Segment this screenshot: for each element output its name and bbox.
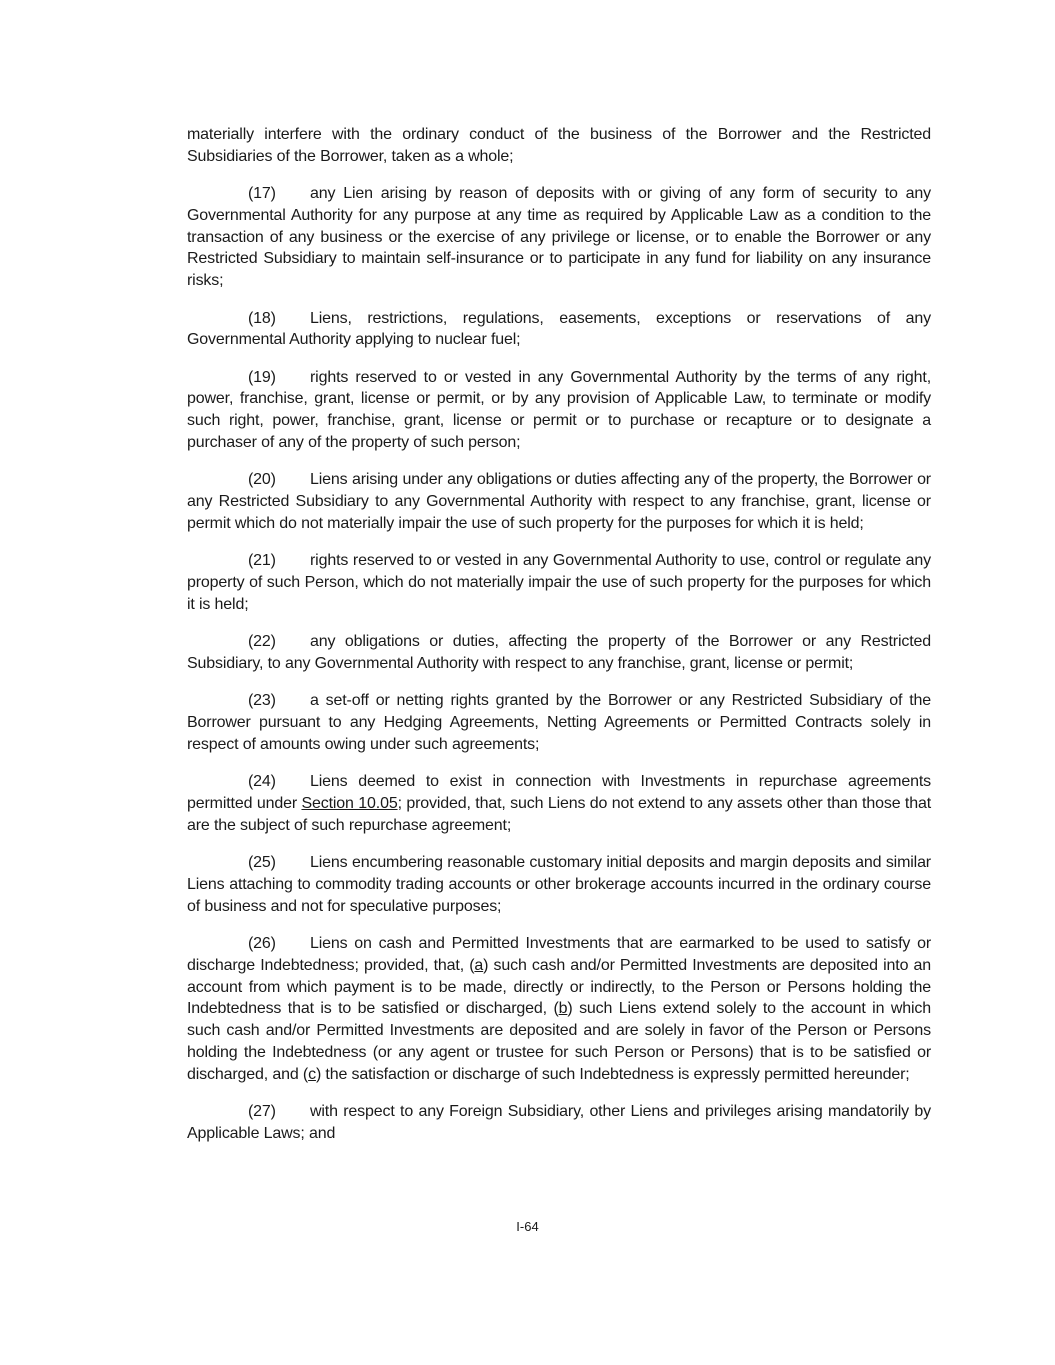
paragraph-text: Liens deemed to exist in connection with Investments in repurchase agreements permitted under	[187, 773, 931, 812]
paragraph-text: rights reserved to or vested in any Governmental Authority by the terms of any right, power, franchise, grant, license or permit, or by any provision of Applicable Law, to terminate or modify such right, power, franchise, grant, license or permit or to purchase or recapture or to designate a purchaser of any of the property of such person;	[187, 368, 931, 452]
paragraph-27	[187, 1101, 931, 1145]
page-number: I-64	[516, 1219, 539, 1234]
paragraph-number: (25)	[248, 854, 276, 872]
paragraph-22	[187, 631, 931, 675]
paragraph-number: (17)	[248, 185, 276, 203]
paragraph-text: a set-off or netting rights granted by the Borrower or any Restricted Subsidiary of the Borrower pursuant to any Hedging Agreements, Netting Agreements or Permitted Contracts solely in respect of amounts owing under such agreements;	[187, 692, 931, 753]
paragraph-text: materially interfere with the ordinary conduct of the business of the Borrower and the Restricted Subsidiaries of the Borrower, taken as a whole;	[187, 126, 931, 165]
paragraph-number: (23)	[248, 692, 276, 710]
clause-marker-b: b	[558, 1000, 568, 1018]
paragraph-24	[187, 771, 931, 836]
paragraph-21	[187, 550, 931, 615]
paragraph-number: (24)	[248, 773, 276, 791]
paragraph-text: ) such cash and/or Permitted Investments are deposited into an account from which payment is to be made, directly or indirectly, to the Person or Persons holding the Indebtedness that is to be satisfied or discharged, (	[187, 956, 932, 1018]
paragraph-number: (19)	[248, 368, 276, 386]
paragraph-16-continued	[187, 124, 931, 168]
paragraph-23	[187, 690, 931, 755]
paragraph-text: ; provided, that, such Liens do not extend to any assets other than those that are the subject of such repurchase agreement;	[187, 794, 932, 834]
paragraph-number: (26)	[248, 934, 276, 952]
clause-marker-c: c	[308, 1065, 316, 1083]
paragraph-number: (18)	[248, 309, 276, 327]
paragraph-text: Liens, restrictions, regulations, easements, exceptions or reservations of any Governmental Authority applying to nuclear fuel;	[187, 309, 931, 349]
paragraph-25	[187, 852, 931, 917]
paragraph-number: (22)	[248, 633, 276, 651]
paragraph-text: ) such Liens extend solely to the account in which such cash and/or Permitted Investments are deposited and are solely in favor of the Person or Persons holding the Indebtedness (or any agent or trustee for such Person or Persons) that is to be satisfied or discharged, and (	[187, 1000, 931, 1083]
paragraph-number: (20)	[248, 471, 276, 489]
paragraph-text: rights reserved to or vested in any Governmental Authority to use, control or regulate any property of such Person, which do not materially impair the use of such property for the purposes for which it is held;	[187, 552, 931, 613]
section-reference: Section 10.05	[301, 794, 398, 812]
paragraph-18	[187, 308, 931, 352]
paragraph-20	[187, 469, 931, 534]
paragraph-text: any obligations or duties, affecting the property of the Borrower or any Restricted Subsidiary, to any Governmental Authority with respect to any franchise, grant, license or permit;	[187, 633, 931, 672]
paragraph-text: ) the satisfaction or discharge of such Indebtedness is expressly permitted hereunder;	[315, 1065, 910, 1083]
paragraph-19	[187, 367, 931, 454]
paragraph-text: Liens on cash and Permitted Investments that are earmarked to be used to satisfy or discharge Indebtedness; provided, that, (	[187, 934, 931, 974]
paragraph-number: (21)	[248, 552, 276, 570]
clause-marker-a: a	[474, 956, 484, 974]
paragraph-text: Liens arising under any obligations or duties affecting any of the property, the Borrower or any Restricted Subsidiary to any Governmental Authority with respect to any franchise, grant, license or permit which do not materially impair the use of such property for the purposes for which it is held;	[187, 471, 931, 532]
paragraph-number: (27)	[248, 1102, 276, 1120]
paragraph-26	[187, 933, 931, 1086]
document-body	[187, 124, 931, 1160]
paragraph-text: with respect to any Foreign Subsidiary, other Liens and privileges arising mandatorily by Applicable Laws; and	[187, 1102, 931, 1142]
paragraph-text: any Lien arising by reason of deposits with or giving of any form of security to any Governmental Authority for any purpose at any time as required by Applicable Law as a condition to the transaction of any business or the exercise of any privilege or license, or to enable the Borrower or any Restricted Subsidiary to maintain self-insurance or to participate in any fund for liability on any insurance risks;	[187, 185, 931, 290]
paragraph-text: Liens encumbering reasonable customary initial deposits and margin deposits and similar Liens attaching to commodity trading accounts or other brokerage accounts incurred in the ordinary course of business and not for speculative purposes;	[187, 854, 931, 915]
paragraph-17	[187, 183, 931, 292]
